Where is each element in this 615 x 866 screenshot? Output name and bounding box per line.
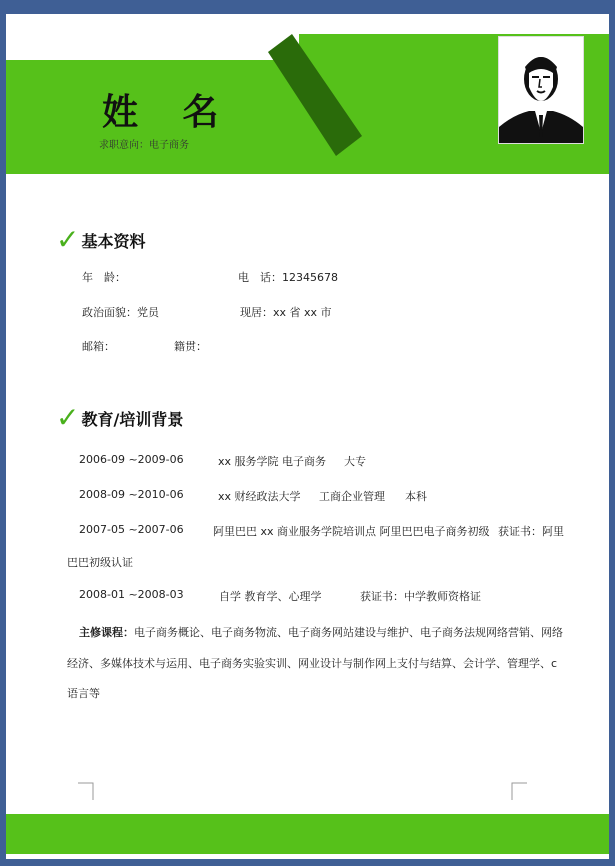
- edu-detail-2: xx 财经政法大学: [218, 490, 301, 503]
- hometown-label: 籍贯：: [174, 340, 207, 353]
- politics-value: 党员: [137, 306, 159, 319]
- candidate-name: 姓 名: [102, 91, 235, 133]
- email-label: 邮箱：: [82, 340, 115, 353]
- edu-extra-3: 获证书：阿里: [498, 525, 564, 538]
- edu-extra-4: 获证书：中学教师资格证: [360, 590, 481, 603]
- courses-line-3: 语言等: [67, 687, 100, 700]
- edu-extra-2: 工商企业管理: [319, 490, 385, 503]
- politics-row: [82, 304, 159, 320]
- courses-label: 主修课程：: [79, 626, 134, 639]
- edu-detail-3: 阿里巴巴 xx 商业服务学院培训点 阿里巴巴电子商务初级: [213, 525, 490, 538]
- edu-continuation-3: 巴巴初级认证: [67, 556, 133, 569]
- edu-period-2: 2008-09 ~2010-06: [79, 488, 184, 501]
- phone-label: 电 话：: [238, 271, 282, 284]
- age-row: [82, 269, 126, 285]
- section-basic-title: 基本资料: [81, 231, 146, 251]
- section-education-title: 教育/培训背景: [81, 409, 184, 429]
- edu-period-1: 2006-09 ~2009-06: [79, 453, 184, 466]
- edu-extra-1: 大专: [344, 455, 366, 468]
- edu-extra2-2: 本科: [405, 490, 427, 503]
- phone-row: [238, 269, 338, 285]
- resume-page: [6, 14, 609, 859]
- phone-value: 12345678: [282, 271, 338, 284]
- footer-band: [6, 814, 609, 854]
- courses-line-1: [79, 624, 563, 640]
- politics-label: 政治面貌：: [82, 306, 137, 319]
- edu-period-4: 2008-01 ~2008-03: [79, 588, 184, 601]
- section-basic-info: [56, 223, 146, 256]
- edu-detail-1: xx 服务学院 电子商务: [218, 455, 327, 468]
- corner-mark-right: [511, 782, 527, 800]
- age-label: 年 龄：: [82, 271, 126, 284]
- job-intent: 求职意向：电子商务: [99, 140, 189, 151]
- profile-photo: [498, 36, 584, 144]
- hometown-row: [174, 338, 207, 354]
- courses-line-2: 经济、多媒体技术与运用、电子商务实验实训、网业设计与制作网上支付与结算、会计学、管理学、c: [67, 657, 558, 670]
- residence-row: [240, 304, 332, 320]
- section-education: [56, 401, 184, 434]
- check-icon: ✓: [56, 401, 80, 434]
- residence-label: 现居：: [240, 306, 273, 319]
- email-row: [82, 338, 115, 354]
- check-icon: ✓: [56, 223, 80, 256]
- edu-period-3: 2007-05 ~2007-06: [79, 523, 184, 536]
- residence-value: xx 省 xx 市: [273, 306, 332, 319]
- corner-mark-left: [78, 782, 94, 800]
- courses-text-1: 电子商务概论、电子商务物流、电子商务网站建设与维护、电子商务法规网络营销、网络: [134, 626, 563, 639]
- edu-detail-4: 自学 教育学、心理学: [219, 590, 322, 603]
